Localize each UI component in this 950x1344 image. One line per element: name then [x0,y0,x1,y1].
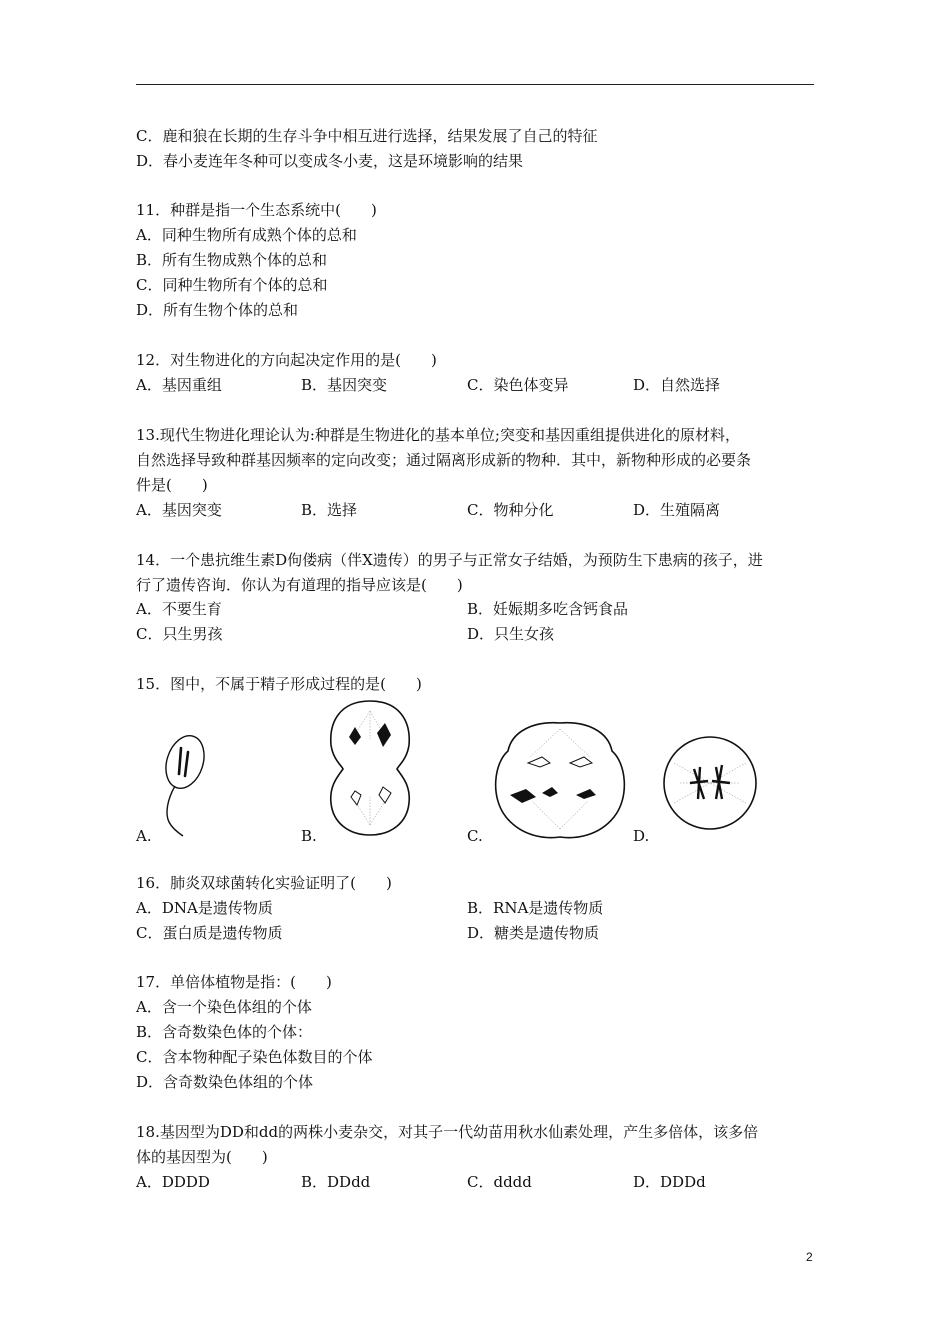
q12-stem: 12．对生物进化的方向起决定作用的是( ) [136,351,437,369]
q13-stem-line3: 件是( ) [136,476,208,494]
q17-stem: 17．单倍体植物是指：( ) [136,973,332,991]
q15-option-a: A. [136,827,152,845]
figure-b-cell [325,697,415,839]
q17-option-b: B．含奇数染色体的个体： [136,1023,313,1041]
q13-stem-line1: 13.现代生物进化理论认为:种群是生物进化的基本单位;突变和基因重组提供进化的原材料， [136,426,740,444]
q15-stem: 15．图中，不属于精子形成过程的是( ) [136,675,422,693]
q16-stem: 16．肺炎双球菌转化实验证明了( ) [136,874,392,892]
q13-option-a: A．基因突变 [136,501,222,519]
q18-option-c: C．dddd [467,1173,532,1191]
q15-option-c: C. [467,827,483,845]
q12-option-b: B．基因突变 [301,376,388,394]
q11-option-c: C．同种生物所有个体的总和 [136,276,328,294]
q18-option-b: B．DDdd [301,1173,371,1191]
q15-option-b: B. [301,827,317,845]
q17-option-d: D．含奇数染色体组的个体 [136,1073,314,1091]
q11-option-d: D．所有生物个体的总和 [136,301,299,319]
q13-option-b: B．选择 [301,501,358,519]
q15-option-d: D. [633,827,650,845]
q10-option-c: C．鹿和狼在长期的生存斗争中相互进行选择，结果发展了自己的特征 [136,127,598,145]
q11-option-a: A．同种生物所有成熟个体的总和 [136,226,357,244]
q14-option-c: C．只生男孩 [136,625,223,643]
q17-option-c: C．含本物种配子染色体数目的个体 [136,1048,373,1066]
q16-option-c: C．蛋白质是遗传物质 [136,924,283,942]
q17-option-a: A．含一个染色体组的个体 [136,998,312,1016]
q14-option-d: D．只生女孩 [467,625,555,643]
figure-a-cell [155,730,215,840]
q11-stem: 11．种群是指一个生态系统中( ) [136,201,377,219]
q18-option-a: A．DDDD [136,1173,210,1191]
q18-stem-line1: 18.基因型为DD和dd的两株小麦杂交，对其子一代幼苗用秋水仙素处理，产生多倍体，该多倍 [136,1123,759,1141]
q11-option-b: B．所有生物成熟个体的总和 [136,251,328,269]
q18-option-d: D．DDDd [633,1173,706,1191]
figure-c-cell [490,717,630,841]
q16-option-b: B．RNA是遗传物质 [467,899,604,917]
q18-stem-line2: 体的基因型为( ) [136,1148,268,1166]
q13-stem-line2: 自然选择导致种群基因频率的定向改变；通过隔离形成新的物种．其中，新物种形成的必要条 [136,451,752,469]
q14-stem-line2: 行了遗传咨询．你认为有道理的指导应该是( ) [136,576,463,594]
q12-option-c: C．染色体变异 [467,376,569,394]
q10-option-d: D．春小麦连年冬种可以变成冬小麦，这是环境影响的结果 [136,152,524,170]
q16-option-a: A．DNA是遗传物质 [136,899,273,917]
q12-option-a: A．基因重组 [136,376,222,394]
q13-option-d: D．生殖隔离 [633,501,721,519]
q14-option-a: A．不要生育 [136,600,222,618]
q13-option-c: C．物种分化 [467,501,554,519]
q14-stem-line1: 14．一个患抗维生素D佝偻病（伴X遗传）的男子与正常女子结婚，为预防生下患病的孩子，进 [136,551,763,569]
header-rule [136,84,814,85]
figure-d-cell [660,733,760,833]
q14-option-b: B．妊娠期多吃含钙食品 [467,600,629,618]
page-number: 2 [806,1250,813,1264]
q12-option-d: D．自然选择 [633,376,721,394]
q16-option-d: D．糖类是遗传物质 [467,924,600,942]
